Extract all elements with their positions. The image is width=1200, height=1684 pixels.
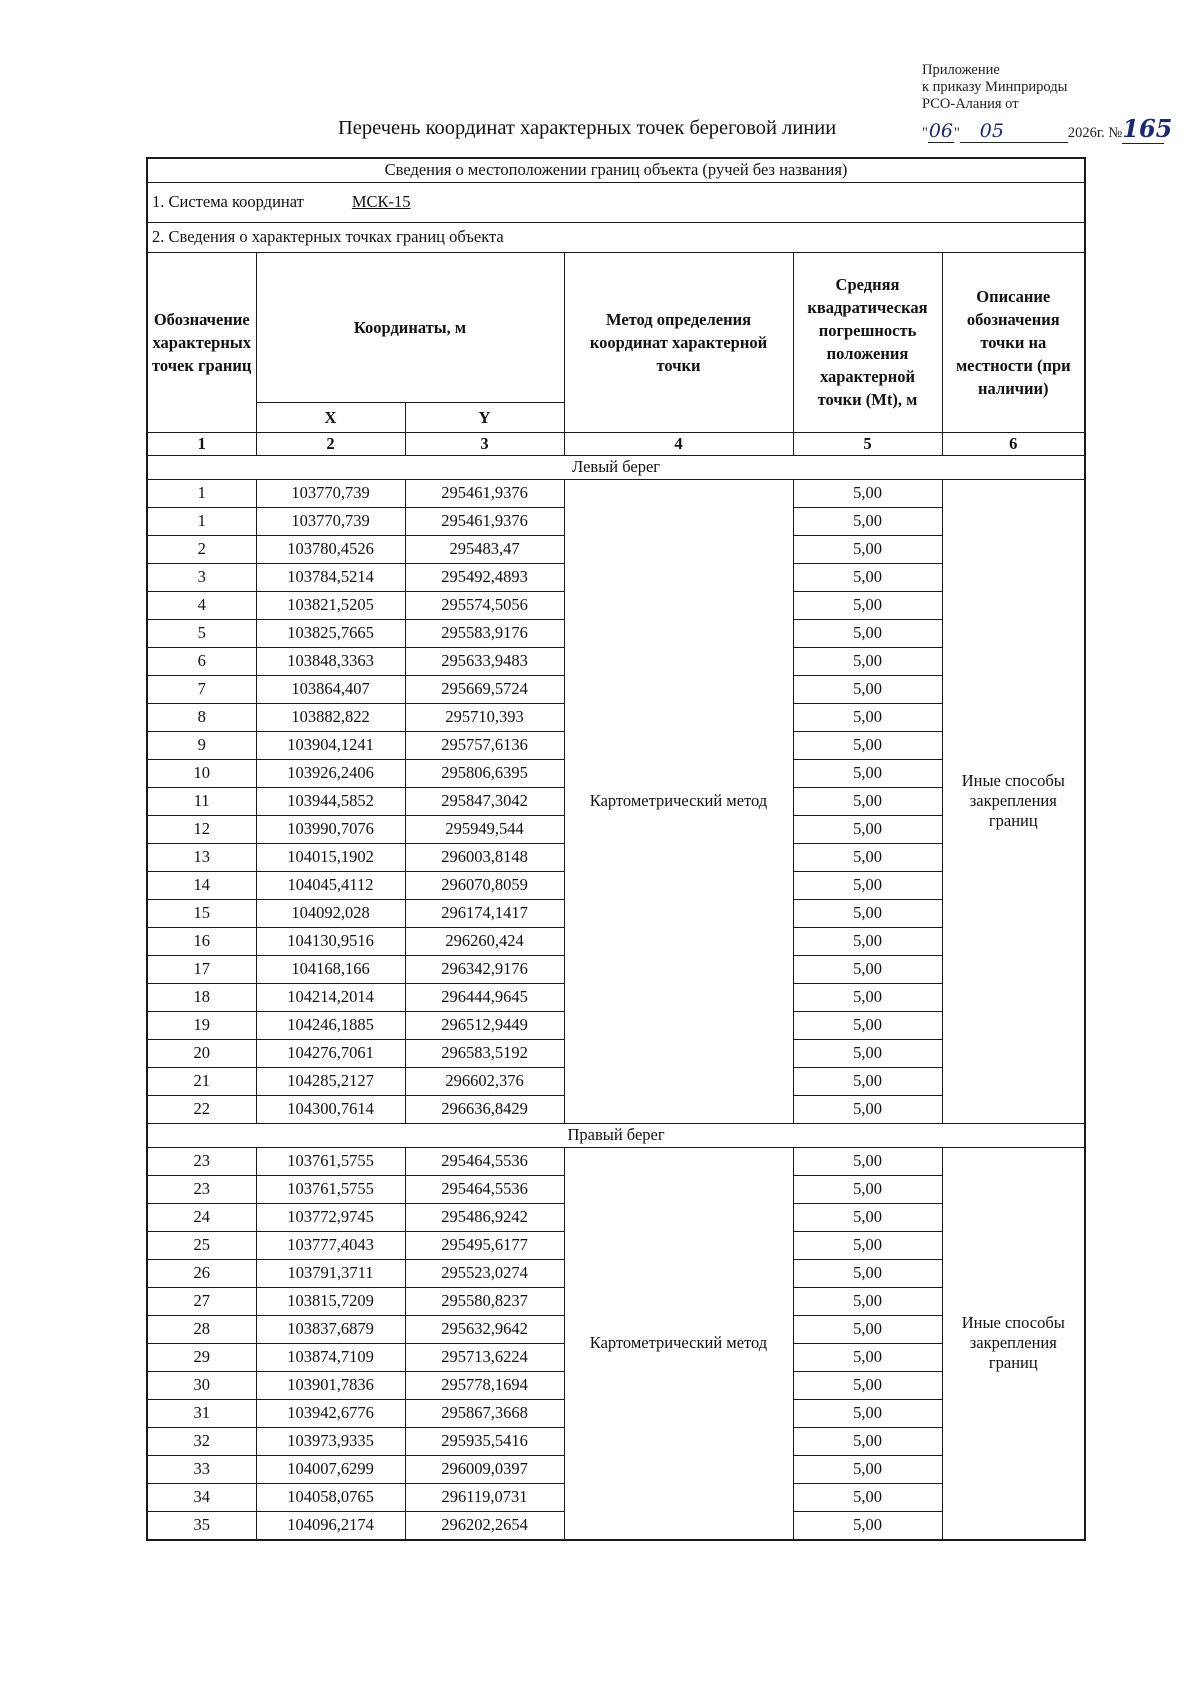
coord-x: 104276,7061: [256, 1039, 405, 1067]
coord-y: 295464,5536: [405, 1175, 564, 1203]
coord-x: 103837,6879: [256, 1315, 405, 1343]
col-header-method: Метод определения координат характерной точки: [564, 252, 793, 432]
method-cell: Картометрический метод: [564, 1147, 793, 1540]
point-number: 8: [147, 703, 256, 731]
error-value: 5,00: [793, 759, 942, 787]
coord-x: 103973,9335: [256, 1427, 405, 1455]
coord-y: 295461,9376: [405, 507, 564, 535]
coord-y: 296070,8059: [405, 871, 564, 899]
error-value: 5,00: [793, 479, 942, 507]
point-number: 13: [147, 843, 256, 871]
col-number-2: 2: [256, 432, 405, 455]
coord-y: 296260,424: [405, 927, 564, 955]
coord-x: 104168,166: [256, 955, 405, 983]
date-month: 05: [979, 120, 1004, 142]
coord-y: 295710,393: [405, 703, 564, 731]
col-header-designation: Обозначение характерных точек границ: [147, 252, 256, 432]
col-header-error: Средняя квадратическая погрешность положения характерной точки (Mt), м: [793, 252, 942, 432]
coord-x: 103990,7076: [256, 815, 405, 843]
error-value: 5,00: [793, 1231, 942, 1259]
error-value: 5,00: [793, 1067, 942, 1095]
appendix-date-line: [922, 114, 1173, 144]
point-number: 1: [147, 479, 256, 507]
error-value: 5,00: [793, 1427, 942, 1455]
coord-y: 295574,5056: [405, 591, 564, 619]
point-number: 33: [147, 1455, 256, 1483]
col-header-description: Описание обозначения точки на местности (при наличии): [942, 252, 1085, 432]
point-number: 21: [147, 1067, 256, 1095]
point-number: 6: [147, 647, 256, 675]
error-value: 5,00: [793, 563, 942, 591]
coord-y: 296512,9449: [405, 1011, 564, 1039]
col-header-x: X: [256, 402, 405, 432]
point-number: 35: [147, 1511, 256, 1540]
error-value: 5,00: [793, 1511, 942, 1540]
section-header: Правый берег: [147, 1123, 1085, 1147]
coord-x: 104015,1902: [256, 843, 405, 871]
error-value: 5,00: [793, 815, 942, 843]
col-number-4: 4: [564, 432, 793, 455]
coord-x: 103784,5214: [256, 563, 405, 591]
coord-y: 296119,0731: [405, 1483, 564, 1511]
error-value: 5,00: [793, 955, 942, 983]
coord-y: 295523,0274: [405, 1259, 564, 1287]
point-number: 2: [147, 535, 256, 563]
coord-y: 295778,1694: [405, 1371, 564, 1399]
col-header-y: Y: [405, 402, 564, 432]
coord-y: 296636,8429: [405, 1095, 564, 1123]
col-number-6: 6: [942, 432, 1085, 455]
error-value: 5,00: [793, 1315, 942, 1343]
point-number: 9: [147, 731, 256, 759]
coord-x: 103791,3711: [256, 1259, 405, 1287]
coordinates-table: [146, 157, 1086, 1541]
coord-y: 295580,8237: [405, 1287, 564, 1315]
coord-x: 103942,6776: [256, 1399, 405, 1427]
document-title: Перечень координат характерных точек береговой линии: [338, 117, 837, 139]
coord-x: 104007,6299: [256, 1455, 405, 1483]
point-number: 4: [147, 591, 256, 619]
error-value: 5,00: [793, 1203, 942, 1231]
coord-x: 103777,4043: [256, 1231, 405, 1259]
coord-y: 295464,5536: [405, 1147, 564, 1175]
coord-y: 295669,5724: [405, 675, 564, 703]
error-value: 5,00: [793, 1095, 942, 1123]
coordinate-system-value: МСК-15: [351, 192, 411, 211]
coord-y: 296342,9176: [405, 955, 564, 983]
point-number: 23: [147, 1175, 256, 1203]
point-number: 31: [147, 1399, 256, 1427]
date-open-quote: ": [922, 125, 928, 141]
error-value: 5,00: [793, 927, 942, 955]
coord-x: 104045,4112: [256, 871, 405, 899]
coord-y: 295486,9242: [405, 1203, 564, 1231]
col-number-5: 5: [793, 432, 942, 455]
coord-y: 295949,544: [405, 815, 564, 843]
point-number: 14: [147, 871, 256, 899]
point-number: 22: [147, 1095, 256, 1123]
coordinate-system-row: [147, 182, 1085, 222]
point-number: 18: [147, 983, 256, 1011]
point-number: 26: [147, 1259, 256, 1287]
coord-x: 104246,1885: [256, 1011, 405, 1039]
coord-y: 295495,6177: [405, 1231, 564, 1259]
error-value: 5,00: [793, 899, 942, 927]
error-value: 5,00: [793, 1483, 942, 1511]
point-number: 30: [147, 1371, 256, 1399]
point-number: 19: [147, 1011, 256, 1039]
appendix-block: [922, 62, 1192, 113]
error-value: 5,00: [793, 1147, 942, 1175]
col-header-coordinates: Координаты, м: [256, 252, 564, 402]
error-value: 5,00: [793, 675, 942, 703]
object-header: Сведения о местоположении границ объекта (ручей без названия): [147, 158, 1085, 182]
date-mid-quote: ": [953, 125, 960, 141]
coord-y: 296174,1417: [405, 899, 564, 927]
error-value: 5,00: [793, 787, 942, 815]
coord-x: 104096,2174: [256, 1511, 405, 1540]
error-value: 5,00: [793, 1455, 942, 1483]
section-header: Левый берег: [147, 455, 1085, 479]
coord-y: 296202,2654: [405, 1511, 564, 1540]
coord-x: 103882,822: [256, 703, 405, 731]
points-header: 2. Сведения о характерных точках границ объекта: [147, 222, 1085, 252]
coord-x: 103874,7109: [256, 1343, 405, 1371]
coord-x: 104285,2127: [256, 1067, 405, 1095]
coord-x: 104092,028: [256, 899, 405, 927]
coord-x: 104058,0765: [256, 1483, 405, 1511]
point-number: 23: [147, 1147, 256, 1175]
coord-y: 296583,5192: [405, 1039, 564, 1067]
point-number: 29: [147, 1343, 256, 1371]
point-number: 27: [147, 1287, 256, 1315]
error-value: 5,00: [793, 507, 942, 535]
error-value: 5,00: [793, 843, 942, 871]
coord-y: 296602,376: [405, 1067, 564, 1095]
col-number-1: 1: [147, 432, 256, 455]
error-value: 5,00: [793, 1399, 942, 1427]
coord-y: 295583,9176: [405, 619, 564, 647]
point-number: 25: [147, 1231, 256, 1259]
coord-x: 103944,5852: [256, 787, 405, 815]
coord-y: 295632,9642: [405, 1315, 564, 1343]
point-number: 15: [147, 899, 256, 927]
table-row: [147, 1147, 1085, 1175]
point-number: 32: [147, 1427, 256, 1455]
point-number: 28: [147, 1315, 256, 1343]
coord-y: 295867,3668: [405, 1399, 564, 1427]
method-cell: Картометрический метод: [564, 479, 793, 1123]
coordinate-system-label: 1. Система координат: [152, 192, 304, 211]
coord-y: 295935,5416: [405, 1427, 564, 1455]
coord-y: 295757,6136: [405, 731, 564, 759]
point-number: 7: [147, 675, 256, 703]
coord-y: 296003,8148: [405, 843, 564, 871]
point-number: 10: [147, 759, 256, 787]
error-value: 5,00: [793, 871, 942, 899]
point-number: 5: [147, 619, 256, 647]
description-cell: Иные способы закрепления границ: [942, 479, 1085, 1123]
coord-y: 295461,9376: [405, 479, 564, 507]
coord-x: 103770,739: [256, 507, 405, 535]
coord-y: 296009,0397: [405, 1455, 564, 1483]
error-value: 5,00: [793, 1259, 942, 1287]
coord-y: 295492,4893: [405, 563, 564, 591]
coord-x: 103815,7209: [256, 1287, 405, 1315]
coord-x: 103821,5205: [256, 591, 405, 619]
error-value: 5,00: [793, 983, 942, 1011]
error-value: 5,00: [793, 535, 942, 563]
point-number: 34: [147, 1483, 256, 1511]
point-number: 12: [147, 815, 256, 843]
error-value: 5,00: [793, 1011, 942, 1039]
coord-x: 103780,4526: [256, 535, 405, 563]
error-value: 5,00: [793, 591, 942, 619]
coord-x: 103904,1241: [256, 731, 405, 759]
coord-y: 296444,9645: [405, 983, 564, 1011]
coord-x: 103864,407: [256, 675, 405, 703]
point-number: 11: [147, 787, 256, 815]
coord-x: 103825,7665: [256, 619, 405, 647]
coord-x: 103761,5755: [256, 1147, 405, 1175]
point-number: 20: [147, 1039, 256, 1067]
error-value: 5,00: [793, 1343, 942, 1371]
date-year: 2026г. №: [1067, 125, 1123, 141]
coord-x: 103926,2406: [256, 759, 405, 787]
error-value: 5,00: [793, 647, 942, 675]
coord-y: 295483,47: [405, 535, 564, 563]
coord-y: 295713,6224: [405, 1343, 564, 1371]
coord-x: 104214,2014: [256, 983, 405, 1011]
coord-x: 103761,5755: [256, 1175, 405, 1203]
coord-y: 295847,3042: [405, 787, 564, 815]
table-row: [147, 479, 1085, 507]
error-value: 5,00: [793, 1371, 942, 1399]
coord-y: 295806,6395: [405, 759, 564, 787]
coord-y: 295633,9483: [405, 647, 564, 675]
coord-x: 103901,7836: [256, 1371, 405, 1399]
point-number: 24: [147, 1203, 256, 1231]
date-day: 06: [928, 120, 954, 142]
coord-x: 103848,3363: [256, 647, 405, 675]
point-number: 1: [147, 507, 256, 535]
coord-x: 103772,9745: [256, 1203, 405, 1231]
error-value: 5,00: [793, 1175, 942, 1203]
appendix-line-2: к приказу Минприроды: [922, 79, 1068, 95]
point-number: 16: [147, 927, 256, 955]
error-value: 5,00: [793, 703, 942, 731]
error-value: 5,00: [793, 1287, 942, 1315]
description-cell: Иные способы закрепления границ: [942, 1147, 1085, 1540]
coord-x: 104130,9516: [256, 927, 405, 955]
coord-x: 103770,739: [256, 479, 405, 507]
appendix-line-3: РСО-Алания от: [922, 96, 1019, 112]
error-value: 5,00: [793, 731, 942, 759]
coord-x: 104300,7614: [256, 1095, 405, 1123]
point-number: 3: [147, 563, 256, 591]
point-number: 17: [147, 955, 256, 983]
col-number-3: 3: [405, 432, 564, 455]
error-value: 5,00: [793, 1039, 942, 1067]
order-number: 165: [1122, 114, 1173, 143]
error-value: 5,00: [793, 619, 942, 647]
appendix-line-1: Приложение: [922, 62, 1000, 78]
